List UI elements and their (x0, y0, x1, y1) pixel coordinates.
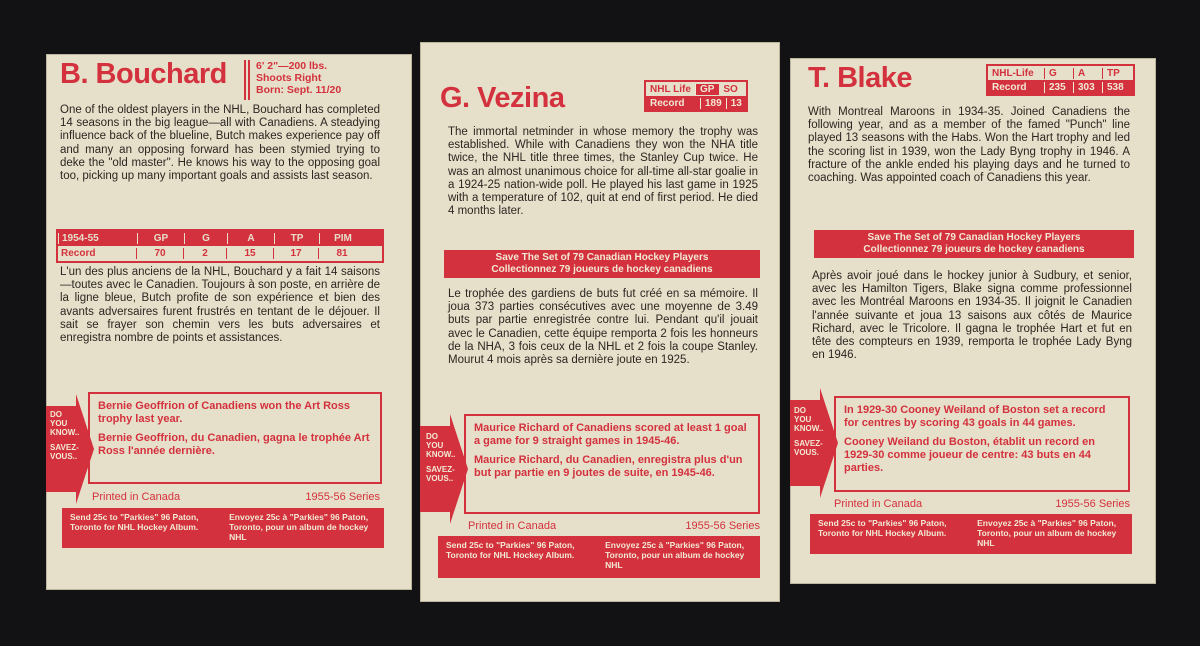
did-you-know-box (464, 414, 760, 514)
bio-french: L'un des plus anciens de la NHL, Bouchard y a fait 14 saisons—toutes avec le Canadien. Toujours à son poste, en arrière de la ligne bleue, Butch profite de son expérience et bien des avants adversaires furent frustrés en tentant de le déjouer. Il sait se frayer son chemin vers les buts adversaires et enregistra nombre de points et assistances. (60, 266, 380, 345)
collect-banner: Save The Set of 79 Canadian Hockey Players Collectionnez 79 joueurs de hockey canadiens (814, 230, 1134, 258)
birth-date: Born: Sept. 11/20 (256, 84, 342, 96)
album-offer (62, 508, 384, 548)
offer-english: Send 25c to "Parkies" 96 Paton, Toronto for NHL Hockey Album. (818, 518, 947, 538)
physical-info (256, 60, 341, 96)
offer-french: Envoyez 25c à "Parkies" 96 Paton, Toronto, pour un album de hockey NHL (605, 540, 745, 570)
divider (244, 60, 246, 100)
series-label: 1955-56 Series (685, 520, 760, 532)
offer-french: Envoyez 25c à "Parkies" 96 Paton, Toronto, pour un album de hockey NHL (229, 512, 369, 542)
series-label: 1955-56 Series (305, 491, 380, 503)
offer-english: Send 25c to "Parkies" 96 Paton, Toronto for NHL Hockey Album. (70, 512, 199, 532)
collect-banner: Save The Set of 79 Canadian Hockey Players Collectionnez 79 joueurs de hockey canadiens (444, 250, 760, 278)
bio-french: Le trophée des gardiens de buts fut créé en sa mémoire. Il joua 373 parties consécutives avec une moyenne de 3.49 buts par partie enregistrée contre lui. Pendant qu'il jouait avec le Canadien, cette équipe remporta 2 fois les honneurs de la NHA, 3 fois ceux de la NHL et 2 fois la coupe Stanley. Mourut 4 mois après sa dernière joute en 1925. (448, 288, 758, 367)
did-you-know-box (834, 396, 1130, 492)
fact-french: Bernie Geoffrion, du Canadien, gagna le trophée Art Ross l'année dernière. (98, 432, 370, 457)
did-you-know-box (88, 392, 382, 484)
series-label: 1955-56 Series (1055, 498, 1130, 510)
nhl-record-box: NHL-Life G A TP Record 235 303 538 (986, 64, 1135, 96)
did-you-know-label: DO YOU KNOW.. SAVEZ- VOUS.. (426, 432, 456, 483)
fact-english: Bernie Geoffrion of Canadiens won the Art Ross trophy last year. (98, 400, 351, 425)
bio-french: Après avoir joué dans le hockey junior à Sudbury, et senior, avec les Hamilton Tigers, Blake signa comme professionnel avec les Montréal Maroons en 1934-35. Il joignit le Canadien l'année suivante et joua 13 saisons aux côtés de Maurice Richard, avec le Tricolore. Il gagna le trophée Hart et fut en tête des compteurs en 1939, remporta le trophée Lady Byng en 1946. (812, 270, 1132, 362)
offer-french: Envoyez 25c à "Parkies" 96 Paton, Toronto, pour un album de hockey NHL (977, 518, 1117, 548)
divider (248, 60, 250, 100)
nhl-record-box: NHL Life GP SO Record 189 13 (644, 80, 748, 112)
fact-french: Cooney Weiland du Boston, établit un record en 1929-30 comme joueur de centre: 43 buts en 44 parties. (844, 436, 1095, 474)
printed-in: Printed in Canada (468, 520, 557, 532)
print-line (834, 498, 1130, 510)
fact-english: In 1929-30 Cooney Weiland of Boston set a record for centres by scoring 43 goals in 44 games. (844, 404, 1106, 429)
card-blake (790, 58, 1156, 584)
bio-english: The immortal netminder in whose memory the trophy was established. While with Canadiens they won the NHA title twice, the NHL title three times, the Stanley Cup twice. He was an almost unanimous choice for all-time all-star goalie in a 1924-25 nation-wide poll. He played his last game in 1925 with a temperature of 102, quit at end of first period. He died 4 months later. (448, 126, 759, 218)
print-line (92, 491, 380, 503)
shoots: Shoots Right (256, 72, 322, 84)
stats-row: Record 70 2 15 17 81 (58, 246, 382, 261)
card-vezina (420, 42, 780, 602)
did-you-know-label: DO YOU KNOW.. SAVEZ- VOUS.. (50, 410, 80, 461)
printed-in: Printed in Canada (834, 498, 923, 510)
stats-header: 1954-55 GP G A TP PIM (58, 231, 382, 246)
player-name: T. Blake (808, 62, 912, 94)
album-offer (810, 514, 1132, 554)
player-name: B. Bouchard (60, 58, 227, 90)
bio-english: With Montreal Maroons in 1934-35. Joined Canadiens the following year, and as a member of the famed "Punch" line played 13 seasons with the Habs. Won the Hart trophy and led the scoring list in 1939, won the Lady Byng trophy in 1946. A fracture of the ankle ended his playing days and he turned to coaching. Was appointed coach of Canadiens this year. (808, 106, 1130, 185)
album-offer (438, 536, 760, 578)
stats-table (56, 229, 384, 263)
height-weight: 6' 2"—200 lbs. (256, 60, 328, 72)
bio-english: One of the oldest players in the NHL, Bouchard has completed 14 seasons in the big league—all with Canadiens. A steadying influence back of the blueline, Butch makes experience pay off and many an opposing forward has been stymied trying to deke the "old master". He knows his way to the opposing goal too, picking up many important goals and assists last season. (60, 104, 380, 183)
player-name: G. Vezina (440, 82, 565, 114)
fact-english: Maurice Richard of Canadiens scored at least 1 goal a game for 9 straight games in 1945-46. (474, 422, 747, 447)
print-line (468, 520, 760, 532)
fact-french: Maurice Richard, du Canadien, enregistra plus d'un but par partie en 9 joutes de suite, en 1945-46. (474, 454, 743, 479)
did-you-know-label: DO YOU KNOW.. SAVEZ- VOUS. (794, 406, 824, 457)
printed-in: Printed in Canada (92, 491, 181, 503)
card-bouchard (46, 54, 412, 590)
offer-english: Send 25c to "Parkies" 96 Paton, Toronto for NHL Hockey Album. (446, 540, 575, 560)
